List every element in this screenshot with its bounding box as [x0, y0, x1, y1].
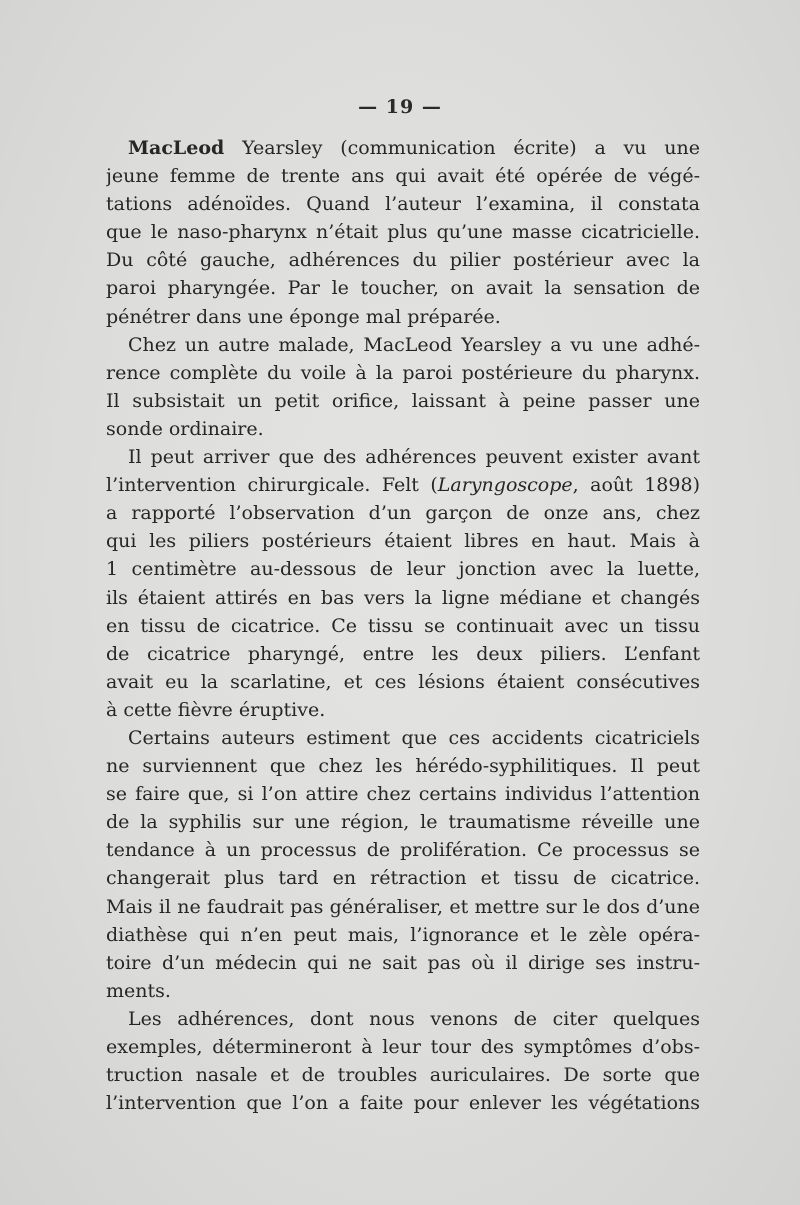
text-line: [106, 836, 700, 864]
text-line: [106, 724, 700, 752]
text-run: à cette fièvre éruptive.: [106, 698, 326, 721]
text-line: [106, 1089, 700, 1117]
text-line: [106, 443, 700, 471]
text-line: [106, 1033, 700, 1061]
text-run: rence complète du voile à la paroi postérieure du pharynx.: [106, 361, 700, 384]
text-run: que le naso-pharynx n’était plus qu’une masse cicatricielle.: [106, 221, 700, 244]
text-line: [106, 527, 700, 555]
text-run: Du côté gauche, adhérences du pilier postérieur avec la: [106, 249, 700, 272]
text-line: [106, 190, 700, 218]
text-run: avait eu la scarlatine, et ces lésions étaient consécutives: [106, 670, 700, 693]
text-run: sonde ordinaire.: [106, 417, 264, 440]
text-run: ne surviennent que chez les hérédo-syphilitiques. Il peut: [106, 755, 700, 778]
text-line: [106, 1061, 700, 1089]
text-run: paroi pharyngée. Par le toucher, on avait la sensation de: [106, 277, 700, 300]
text-run: se faire que, si l’on attire chez certains individus l’attention: [106, 783, 700, 806]
text-line: [106, 387, 700, 415]
text-run: Chez un autre malade, MacLeod Yearsley a vu une adhé-: [128, 333, 700, 356]
text-line: [106, 359, 700, 387]
text-line: [106, 584, 700, 612]
text-line: [106, 612, 700, 640]
text-line: [106, 696, 700, 724]
text-line: [106, 555, 700, 583]
text-run: l’intervention chirurgicale. Felt (: [106, 474, 438, 497]
text-run: pénétrer dans une éponge mal préparée.: [106, 305, 501, 328]
text-line: [106, 893, 700, 921]
text-line: [106, 977, 700, 1005]
text-run: Certains auteurs estiment que ces accidents cicatriciels: [128, 726, 700, 749]
text-line: [106, 752, 700, 780]
text-line: [106, 274, 700, 302]
text-run: exemples, détermineront à leur tour des symptômes d’obs-: [106, 1036, 700, 1058]
text-run: Il subsistait un petit orifice, laissant à peine passer une: [106, 389, 700, 412]
body-text: [106, 134, 700, 1117]
text-line: [106, 640, 700, 668]
italic-citation: Laryngoscope: [437, 474, 573, 497]
text-line: [106, 331, 700, 359]
text-line: [106, 949, 700, 977]
text-line: [106, 808, 700, 836]
text-line: [106, 415, 700, 443]
text-run: , août 1898): [572, 474, 700, 497]
bold-name: MacLeod: [128, 137, 225, 159]
text-run: de la syphilis sur une région, le traumatisme réveille une: [106, 811, 700, 834]
text-run: l’intervention que l’on a faite pour enlever les végétations: [106, 1092, 700, 1115]
text-run: de cicatrice pharyngé, entre les deux piliers. L’enfant: [106, 642, 700, 665]
text-line: [106, 780, 700, 808]
text-line: [106, 1005, 700, 1033]
text-run: Yearsley (communication écrite) a vu une: [224, 137, 700, 159]
text-line: [106, 134, 700, 162]
text-run: tations adénoïdes. Quand l’auteur l’examina, il constata: [106, 193, 700, 216]
text-line: [106, 921, 700, 949]
text-run: diathèse qui n’en peut mais, l’ignorance et le zèle opéra-: [106, 923, 700, 946]
text-run: Il peut arriver que des adhérences peuvent exister avant: [128, 446, 700, 469]
text-run: en tissu de cicatrice. Ce tissu se continuait avec un tissu: [106, 614, 700, 637]
text-run: tendance à un processus de prolifération. Ce processus se: [106, 839, 700, 862]
text-run: Mais il ne faudrait pas généraliser, et mettre sur le dos d’une: [106, 895, 700, 918]
text-run: jeune femme de trente ans qui avait été opérée de végé-: [106, 165, 700, 188]
text-run: toire d’un médecin qui ne sait pas où il dirige ses instru-: [106, 951, 700, 974]
text-line: [106, 499, 700, 527]
text-run: qui les piliers postérieurs étaient libres en haut. Mais à: [106, 530, 700, 553]
text-line: [106, 246, 700, 274]
text-run: ils étaient attirés en bas vers la ligne médiane et changés: [106, 586, 700, 609]
text-line: [106, 668, 700, 696]
text-line: [106, 471, 700, 499]
text-run: changerait plus tard en rétraction et tissu de cicatrice.: [106, 867, 700, 890]
text-run: a rapporté l’observation d’un garçon de onze ans, chez: [106, 502, 700, 525]
text-run: ments.: [106, 979, 171, 1002]
text-run: truction nasale et de troubles auriculaires. De sorte que: [106, 1064, 700, 1087]
text-line: [106, 162, 700, 190]
text-line: [106, 218, 700, 246]
text-line: [106, 864, 700, 892]
text-run: Les adhérences, dont nous venons de citer quelques: [128, 1007, 700, 1030]
text-run: 1 centimètre au-dessous de leur jonction avec la luette,: [106, 558, 700, 581]
text-line: [106, 303, 700, 331]
page-number: — 19 —: [358, 96, 442, 118]
